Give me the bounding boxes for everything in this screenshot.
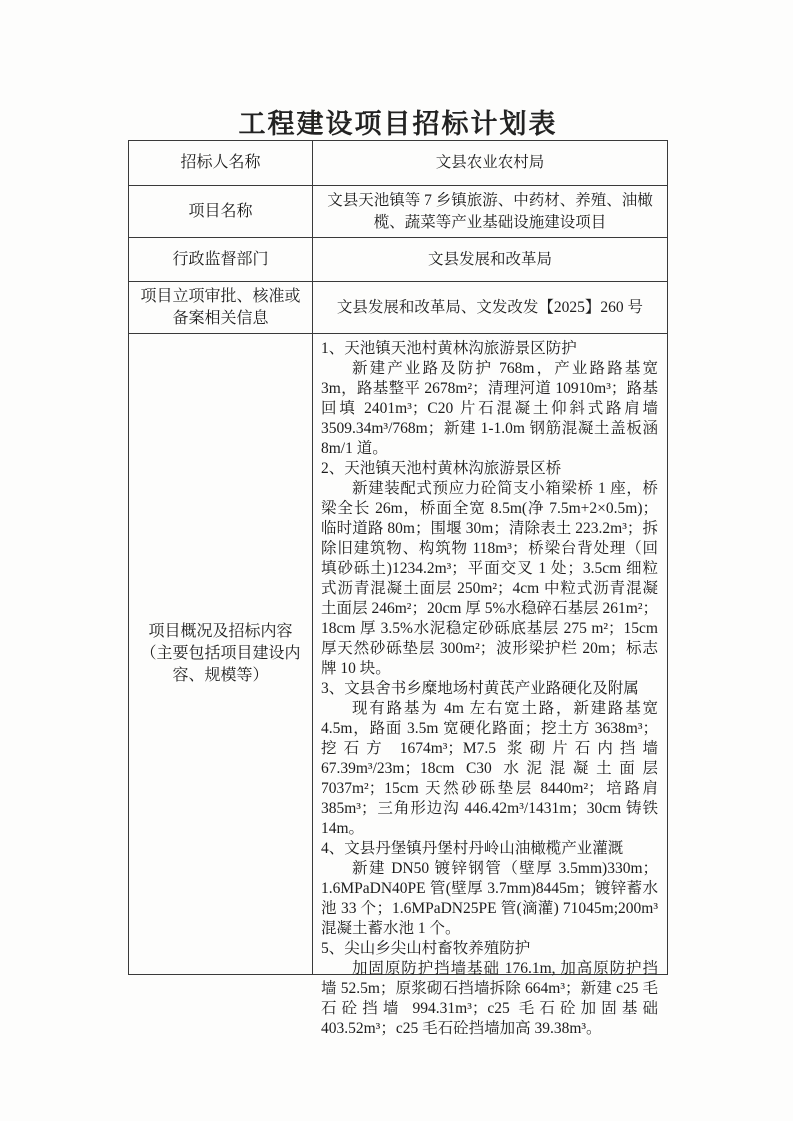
section-heading: 1、天池镇天池村黄林沟旅游景区防护 bbox=[321, 340, 577, 357]
section-heading: 2、天池镇天池村黄林沟旅游景区桥 bbox=[321, 460, 562, 477]
table-row-project-overview bbox=[129, 333, 667, 1037]
row-label-supervisor: 行政监督部门 bbox=[129, 238, 313, 281]
row-value-project-name: 文县天池镇等 7 乡镇旅游、中药材、养殖、油橄榄、蔬菜等产业基础设施建设项目 bbox=[327, 191, 653, 231]
row-value-bidder: 文县农业农村局 bbox=[435, 154, 545, 171]
page-title: 工程建设项目招标计划表 bbox=[238, 109, 558, 139]
section-heading: 3、文县舍书乡糜地场村黄芪产业路硬化及附属 bbox=[321, 680, 639, 697]
section-heading: 5、尖山乡尖山村畜牧养殖防护 bbox=[321, 940, 531, 957]
overview-section-5 bbox=[321, 939, 658, 1039]
overview-section-4 bbox=[321, 839, 658, 939]
row-label-project-overview: 项目概况及招标内容（主要包括项目建设内容、规模等） bbox=[129, 334, 313, 974]
table-row-bidder bbox=[129, 141, 667, 185]
row-label-approval-info: 项目立项审批、核准或备案相关信息 bbox=[129, 282, 313, 333]
section-body: 新建装配式预应力砼简支小箱梁桥 1 座，桥梁全长 26m，桥面全宽 8.5m(净 7.5m+2×0.5m)；临时道路 80m；围堰 30m；清除表土 223.2m³；拆除旧建筑物、构筑物 118m³；桥梁台背处理（回填砂砾土)1234.2m³；平面交叉 1 处；3.5cm 细粒式沥青混凝土面层 250m²；4cm 中粒式沥青混凝土面层 246m²；20cm 厚 5%水稳碎石基层 261m²；18cm 厚 3.5%水泥稳定砂砾底基层 275 m²；15cm 厚天然砂砾垫层 300m²；波形梁护栏 20m；标志牌 10 块。 bbox=[321, 480, 658, 677]
overview-section-1 bbox=[321, 339, 658, 459]
section-body: 加固原防护挡墙基础 176.1m, 加高原防护挡墙 52.5m；原浆砌石挡墙拆除 664m³；新建 c25 毛石砼挡墙 994.31m³；c25 毛石砼加固基础 403.52m³；c25 毛石砼挡墙加高 39.38m³。 bbox=[321, 960, 658, 1037]
section-body: 新建 DN50 镀锌钢管（壁厚 3.5mm)330m；1.6MPaDN40PE 管(壁厚 3.7mm)8445m；镀锌蓄水池 33 个；1.6MPaDN25PE 管(滴灌) 71045m;200m³ 混凝土蓄水池 1 个。 bbox=[321, 860, 658, 937]
table-row-supervisor bbox=[129, 237, 667, 281]
bidding-plan-table bbox=[128, 140, 668, 1037]
project-overview-content bbox=[313, 334, 667, 1037]
overview-section-3 bbox=[321, 679, 658, 839]
section-body: 新建产业路及防护 768m，产业路路基宽 3m，路基整平 2678m²；清理河道 10910m³；路基回填 2401m³；C20 片石混凝土仰斜式路肩墙 3509.34m³/768m；新建 1-1.0m 钢筋混凝土盖板涵 8m/1 道。 bbox=[321, 360, 658, 457]
section-heading: 4、文县丹堡镇丹堡村丹岭山油橄榄产业灌溉 bbox=[321, 840, 624, 857]
row-value-supervisor: 文县发展和改革局 bbox=[427, 250, 552, 268]
row-label-bidder: 招标人名称 bbox=[129, 141, 313, 185]
row-value-approval-info: 文县发展和改革局、文发改发【2025】260 号 bbox=[336, 298, 644, 316]
table-row-approval-info bbox=[129, 281, 667, 333]
row-label-project-name: 项目名称 bbox=[129, 186, 313, 237]
section-body: 现有路基为 4m 左右宽土路，新建路基宽 4.5m，路面 3.5m 宽硬化路面；挖土方 3638m³；挖石方 1674m³；M7.5 浆砌片石内挡墙 67.39m³/23m；18cm C30 水泥混凝土面层 7037m²；15cm 天然砂砾垫层 8440m²；培路肩 385m³；三角形边沟 446.42m³/1431m；30cm 铸铁 14m。 bbox=[321, 700, 658, 837]
table-row-project-name bbox=[129, 185, 667, 237]
overview-section-2 bbox=[321, 459, 658, 679]
